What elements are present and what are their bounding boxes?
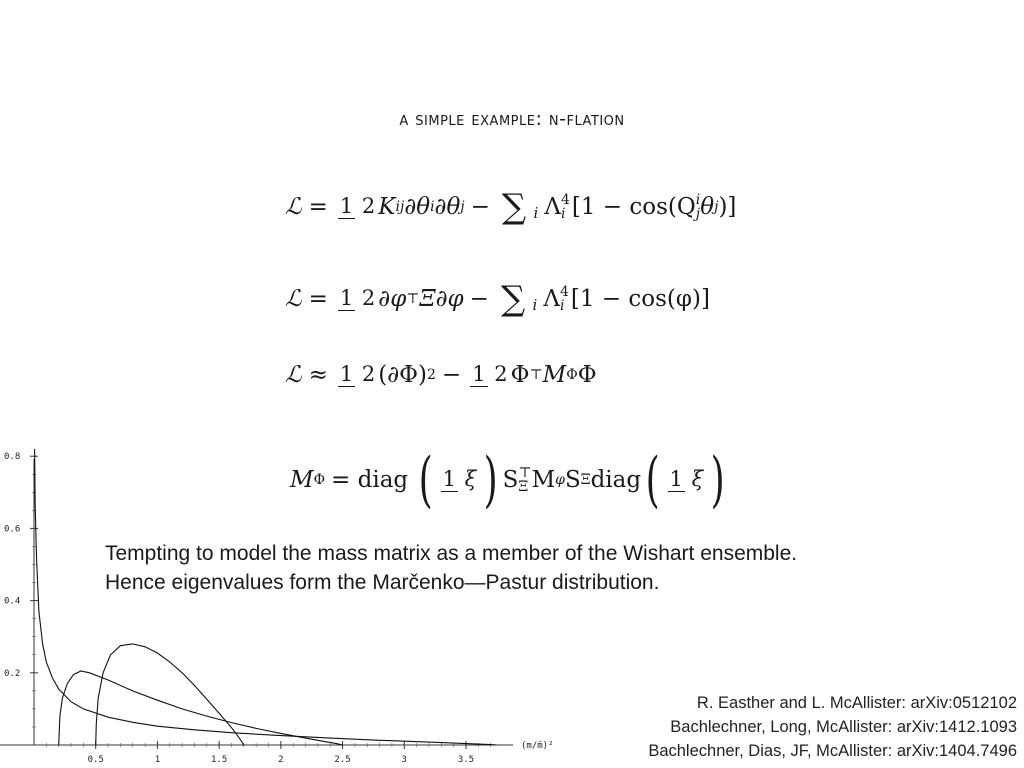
slide-title: a simple example: n-flation <box>399 108 625 130</box>
x-tick-label: 3.5 <box>457 755 475 765</box>
eq1-term1-rest: ∂θ <box>404 194 431 220</box>
distribution-curve-1 <box>35 445 498 745</box>
x-tick-label: 1 <box>154 755 161 765</box>
eq3-term1-sup: 2 <box>427 367 436 383</box>
eq1-term1-sup-j: j <box>460 199 465 215</box>
reference-1: R. Easther and L. McAllister: arXiv:0512102 <box>696 694 1017 712</box>
x-tick-label: 1.5 <box>210 755 228 765</box>
distribution-curve-3 <box>96 644 244 745</box>
lagrangian-equation-2 <box>285 279 710 319</box>
eq3-half-fraction-1 <box>338 363 375 386</box>
eq4-left-paren-2: ( <box>645 445 660 515</box>
eq4-frac-num: 1 <box>442 467 456 492</box>
eq4-frac2-num: 1 <box>669 467 683 492</box>
eq1-lhs: ℒ <box>285 194 302 220</box>
eq1-lambda: Λ <box>544 194 561 220</box>
x-tick-label: 0.5 <box>87 755 104 765</box>
eq2-lambda: Λ <box>543 286 560 312</box>
body-text-line-1: Tempting to model the mass matrix as a member of the Wishart ensemble. <box>105 542 798 565</box>
references <box>648 691 1017 763</box>
eq1-close: )] <box>718 194 737 220</box>
plot-axes <box>0 459 513 745</box>
eq3-term2-sup: ⊤ <box>529 367 543 383</box>
lagrangian-equation-1 <box>285 187 737 227</box>
eq2-bracket: [1 − cos(φ)] <box>570 286 710 312</box>
lagrangian-equation-3 <box>285 362 597 388</box>
eq4-s1-sup: ⊤ <box>518 465 532 481</box>
eq1-sum-index: i <box>533 204 539 222</box>
y-tick-label: 0.6 <box>4 524 21 535</box>
eq2-term: ∂φ <box>378 286 407 312</box>
eq1-term1: K <box>378 194 396 220</box>
eq3-op: ≈ <box>308 362 328 388</box>
eq4-m: M <box>531 467 556 493</box>
plot-ticks <box>4 445 491 765</box>
eq1-theta-sup: j <box>714 199 719 215</box>
eq1-sum-sigma: ∑ <box>501 187 527 227</box>
eq3-lhs: ℒ <box>285 362 302 388</box>
eq4-frac2-den: ξ <box>691 467 704 492</box>
eq3-frac2-num: 1 <box>472 362 486 387</box>
eq1-theta: θ <box>700 194 715 220</box>
eq2-frac-den: 2 <box>361 286 376 311</box>
eq3-frac2-den: 2 <box>494 362 508 387</box>
eq2-lambda-sub: i <box>559 298 565 314</box>
eq3-term2: Φ <box>510 362 530 388</box>
eq3-term1: (∂Φ) <box>378 362 427 388</box>
eq4-s1: S <box>502 467 519 493</box>
eq1-term1-rest2: ∂θ <box>434 194 461 220</box>
eq2-op: = <box>308 286 328 312</box>
eq1-frac-den: 2 <box>361 194 376 219</box>
eq4-lhs-sup: Φ <box>313 472 326 488</box>
eq3-frac1-den: 2 <box>361 362 376 387</box>
eq4-s1-sub: Ξ <box>518 479 529 495</box>
eq2-lhs: ℒ <box>285 286 302 312</box>
body-text <box>105 539 797 597</box>
y-tick-label: 0.4 <box>4 596 21 607</box>
x-tick-label: 2.5 <box>334 755 351 765</box>
eq1-term1-sup-i: i <box>430 199 435 215</box>
eq4-m-sup: φ <box>555 472 565 488</box>
x-tick-label: 2 <box>278 755 284 765</box>
eq4-frac-den: ξ <box>464 467 477 492</box>
eq1-q-sup: i <box>695 192 701 208</box>
eq1-sum <box>501 187 539 227</box>
eq4-op: = diag <box>331 467 409 493</box>
eq3-minus: − <box>441 362 462 388</box>
eq2-term-rest: Ξ∂φ <box>419 286 464 312</box>
eq1-bracket: [1 − cos(Q <box>571 194 696 220</box>
eq2-half-fraction <box>338 287 375 310</box>
eq4-lhs: M <box>290 467 314 493</box>
eq2-sum-sigma: ∑ <box>500 279 526 319</box>
eq2-minus: − <box>469 286 489 312</box>
eq2-lambda-sup: 4 <box>559 284 569 300</box>
eq3-term2-end: Φ <box>577 362 597 388</box>
eq1-term1-sub: ij <box>395 199 405 215</box>
eq4-left-paren-1: ( <box>418 445 433 515</box>
eq3-half-fraction-2 <box>470 363 507 386</box>
eq4-s2-sub: Ξ <box>580 472 591 488</box>
eq2-term-sup: ⊤ <box>406 291 420 307</box>
eq3-term2-m-sup: Φ <box>566 367 578 383</box>
reference-2: Bachlechner, Long, McAllister: arXiv:1412.1093 <box>670 718 1017 736</box>
eq1-frac-num: 1 <box>339 194 354 219</box>
reference-3: Bachlechner, Dias, JF, McAllister: arXiv:1404.7496 <box>648 742 1017 760</box>
x-tick-label: 3 <box>401 755 407 765</box>
body-text-line-2: Hence eigenvalues form the Marčenko—Pastur distribution. <box>105 571 660 594</box>
eq2-sum <box>500 279 538 319</box>
eq1-op: = <box>308 194 328 220</box>
eq3-term2-m: M <box>542 362 567 388</box>
eq4-inverse-xi-fraction-2 <box>668 468 704 491</box>
eq4-right-paren-1: ) <box>483 445 498 515</box>
eq1-minus: − <box>470 194 490 220</box>
eq4-right-paren-2: ) <box>710 445 725 515</box>
y-tick-label: 0.2 <box>4 668 21 679</box>
eq1-q-sub: j <box>695 206 701 222</box>
eq4-s2: S <box>564 467 581 493</box>
marcenko-pastur-plot <box>0 445 570 768</box>
eq3-frac1-num: 1 <box>339 362 354 387</box>
eq4-diag2: diag <box>590 467 642 493</box>
eq2-sum-index: i <box>532 296 538 314</box>
plot-curves <box>35 445 498 745</box>
eq2-frac-num: 1 <box>339 286 354 311</box>
eq1-lambda-sub: i <box>560 206 566 222</box>
x-axis-label: (m/m̄)² <box>521 741 554 751</box>
eq1-half-fraction <box>338 195 375 218</box>
eq1-lambda-sup: 4 <box>560 192 570 208</box>
y-tick-label: 0.8 <box>4 452 21 463</box>
